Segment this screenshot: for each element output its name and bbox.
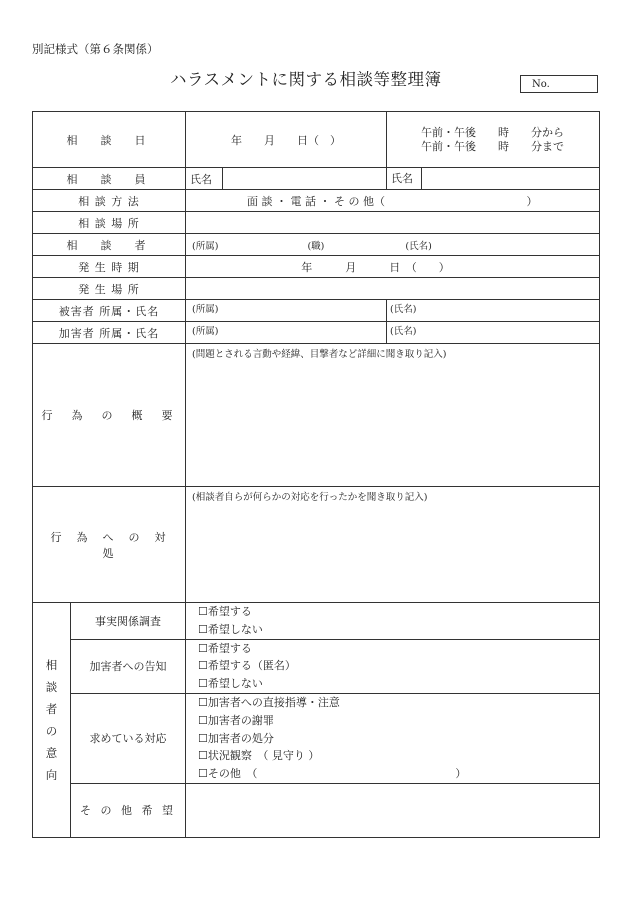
number-box[interactable]	[520, 75, 598, 93]
person-position-label: (職)	[307, 240, 325, 252]
place-label: 相 談 場 所	[33, 212, 186, 234]
consult-time-end: 午前・午後 時 分まで	[421, 139, 564, 153]
action-option-direct-guidance[interactable]: ☐加害者への直接指導・注意	[198, 695, 340, 709]
action-option-apology[interactable]: ☐加害者の謝罪	[198, 713, 274, 727]
consultant-name2-cell	[387, 168, 600, 190]
other-wishes-label: そ の 他 希 望	[71, 783, 186, 837]
row-consultant	[33, 168, 600, 190]
consultant-label: 相 談 員	[33, 168, 186, 190]
row-occurrence-time	[33, 256, 600, 278]
fact-investigation-options	[186, 603, 600, 640]
person-affiliation-label: (所属)	[192, 240, 219, 252]
other-wishes-field[interactable]	[186, 783, 600, 837]
row-notify-offender	[33, 639, 600, 693]
overview-note: (問題とされる言動や経緯、目撃者など詳細に聞き取り記入)	[192, 349, 447, 360]
row-occurrence-place	[33, 278, 600, 300]
row-method	[33, 190, 600, 212]
offender-label: 加害者 所属・氏名	[33, 322, 186, 344]
consult-time-start: 午前・午後 時 分から	[421, 125, 564, 139]
row-other-wishes	[33, 783, 600, 837]
place-field[interactable]	[186, 212, 600, 234]
notify-option-yes[interactable]: ☐希望する	[198, 641, 252, 655]
offender-name-field[interactable]	[387, 322, 600, 344]
consultant-name2-label: 氏名	[387, 168, 422, 189]
occurrence-time-field[interactable]	[186, 256, 600, 278]
row-offender	[33, 322, 600, 344]
fact-investigation-option-yes[interactable]: ☐希望する	[198, 605, 252, 618]
consultation-form-table	[32, 111, 600, 838]
occurrence-place-label: 発 生 場 所	[33, 278, 186, 300]
victim-affiliation-label: (所属)	[192, 304, 219, 315]
person-label: 相 談 者	[33, 234, 186, 256]
victim-name-field[interactable]	[387, 300, 600, 322]
person-field[interactable]	[186, 234, 600, 256]
method-options: 面 談 ・ 電 話 ・ そ の 他（	[247, 194, 385, 208]
consultant-name1-label: 氏名	[186, 168, 223, 190]
method-field[interactable]	[186, 190, 600, 212]
action-option-observation[interactable]: ☐状況観察 （ 見守り ）	[198, 749, 320, 763]
fact-investigation-label: 事実関係調査	[71, 603, 186, 640]
consult-time-field[interactable]	[387, 112, 600, 168]
fact-investigation-option-no[interactable]: ☐希望しない	[198, 622, 263, 636]
overview-field[interactable]	[186, 344, 600, 487]
notify-option-anonymous[interactable]: ☐希望する（匿名）	[198, 659, 296, 673]
notify-option-no[interactable]: ☐希望しない	[198, 677, 263, 691]
consult-date-field[interactable]	[186, 112, 387, 168]
row-desired-action	[33, 693, 600, 783]
response-label: 行 為 へ の 対 処	[33, 487, 186, 603]
occurrence-place-field[interactable]	[186, 278, 600, 300]
desired-action-options	[186, 693, 600, 783]
person-name-label: (氏名)	[405, 240, 432, 252]
action-option-discipline[interactable]: ☐加害者の処分	[198, 731, 274, 745]
row-fact-investigation	[33, 603, 600, 640]
offender-name-label: (氏名)	[390, 326, 417, 337]
row-overview	[33, 344, 600, 487]
row-place	[33, 212, 600, 234]
occurrence-time-text: 年 月 日 （ ）	[301, 260, 450, 274]
victim-affiliation-field[interactable]	[186, 300, 387, 322]
row-victim	[33, 300, 600, 322]
offender-affiliation-field[interactable]	[186, 322, 387, 344]
row-response	[33, 487, 600, 603]
page-title: ハラスメントに関する相談等整理簿	[170, 70, 442, 89]
overview-label: 行 為 の 概 要	[33, 344, 186, 487]
victim-name-label: (氏名)	[390, 304, 417, 315]
consultant-name2-field[interactable]	[422, 168, 599, 189]
method-label: 相 談 方 法	[33, 190, 186, 212]
offender-affiliation-label: (所属)	[192, 326, 219, 337]
consult-date-text: 年 月 日（ ）	[231, 133, 341, 147]
response-note: (相談者自らが何らかの対応を行ったかを聞き取り記入)	[192, 492, 428, 503]
desired-action-label: 求めている対応	[71, 693, 186, 783]
form-reference: 別記様式（第６条関係）	[32, 42, 159, 56]
row-person	[33, 234, 600, 256]
occurrence-time-label: 発 生 時 期	[33, 256, 186, 278]
consultant-name1-field[interactable]	[223, 168, 387, 190]
notify-offender-options	[186, 639, 600, 693]
response-field[interactable]	[186, 487, 600, 603]
victim-label: 被害者 所属・氏名	[33, 300, 186, 322]
method-close: ）	[526, 194, 538, 208]
notify-offender-label: 加害者への告知	[71, 639, 186, 693]
action-option-other[interactable]: ☐その他 （ ）	[198, 767, 467, 781]
consult-date-label: 相 談 日	[33, 112, 186, 168]
intent-vertical-label: 相 談 者 の 意 向	[33, 603, 71, 838]
number-label: No.	[532, 79, 550, 90]
row-consult-date	[33, 112, 600, 168]
